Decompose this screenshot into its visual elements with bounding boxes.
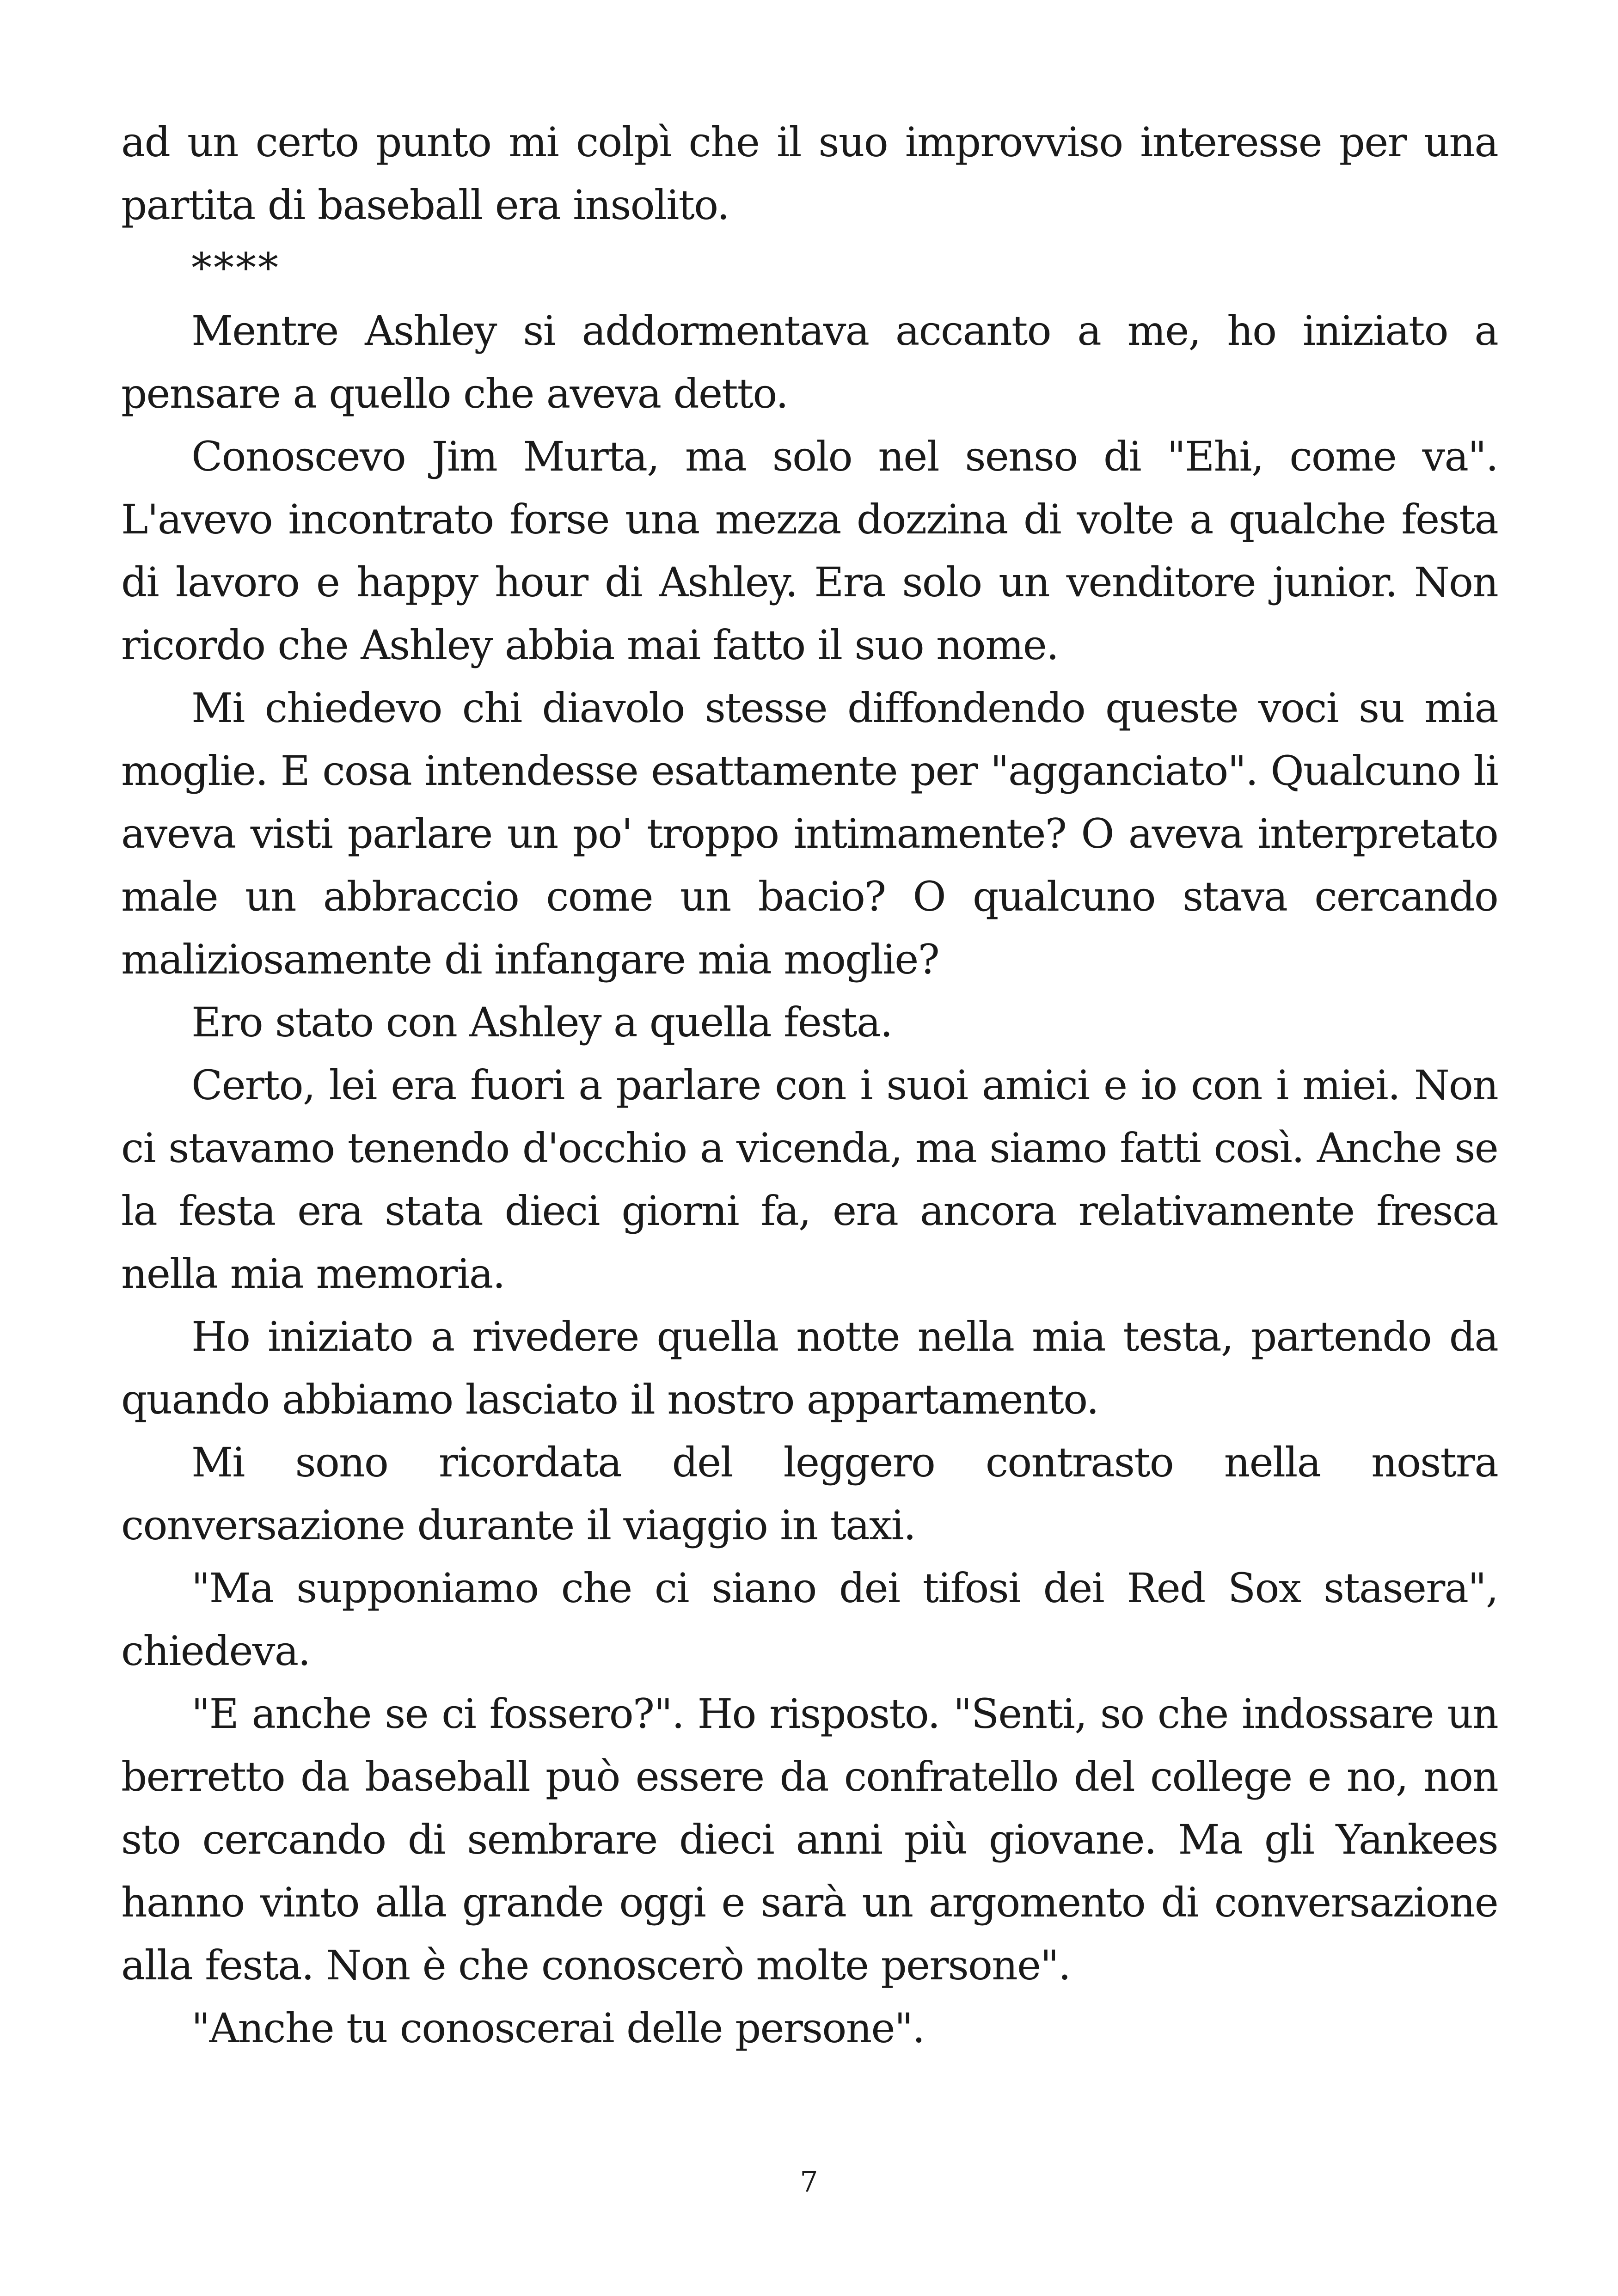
paragraph: Conoscevo Jim Murta, ma solo nel senso di "Ehi, come va". L'avevo incontrato forse una mezza dozzina di volte a qualche festa di lavoro e happy hour di Ashley. Era solo un venditore junior. Non ricordo che Ashley abbia mai fatto il suo nome. [121, 433, 1498, 669]
paragraph: Ho iniziato a rivedere quella notte nella mia testa, partendo da quando abbiamo lasciato il nostro appartamento. [121, 1313, 1498, 1423]
scene-separator: **** [191, 244, 280, 292]
paragraph: Mentre Ashley si addormentava accanto a me, ho iniziato a pensare a quello che aveva detto. [121, 307, 1498, 417]
paragraph: "E anche se ci fossero?". Ho risposto. "Senti, so che indossare un berretto da baseball può essere da confratello del college e no, non sto cercando di sembrare dieci anni più giovane. Ma gli Yankees hanno vinto alla grande oggi e sarà un argomento di conversazione alla festa. Non è che conoscerò molte persone". [121, 1690, 1498, 1989]
page-number: 7 [800, 2165, 818, 2198]
page-body [121, 111, 1498, 2060]
paragraph: Certo, lei era fuori a parlare con i suoi amici e io con i miei. Non ci stavamo tenendo d'occhio a vicenda, ma siamo fatti così. Anche se la festa era stata dieci giorni fa, era ancora relativamente fresca nella mia memoria. [121, 1061, 1498, 1298]
paragraph: ad un certo punto mi colpì che il suo improvviso interesse per una partita di baseball era insolito. [121, 118, 1498, 229]
paragraph: Ero stato con Ashley a quella festa. [191, 998, 892, 1046]
paragraph: "Ma supponiamo che ci siano dei tifosi dei Red Sox stasera", chiedeva. [121, 1564, 1498, 1675]
paragraph: Mi sono ricordata del leggero contrasto nella nostra conversazione durante il viaggio in taxi. [121, 1439, 1498, 1549]
paragraph: "Anche tu conoscerai delle persone". [191, 2004, 925, 2052]
paragraph: Mi chiedevo chi diavolo stesse diffondendo queste voci su mia moglie. E cosa intendesse esattamente per "agganciato". Qualcuno li aveva visti parlare un po' troppo intimamente? O aveva interpretato male un abbraccio come un bacio? O qualcuno stava cercando maliziosamente di infangare mia moglie? [121, 684, 1498, 983]
